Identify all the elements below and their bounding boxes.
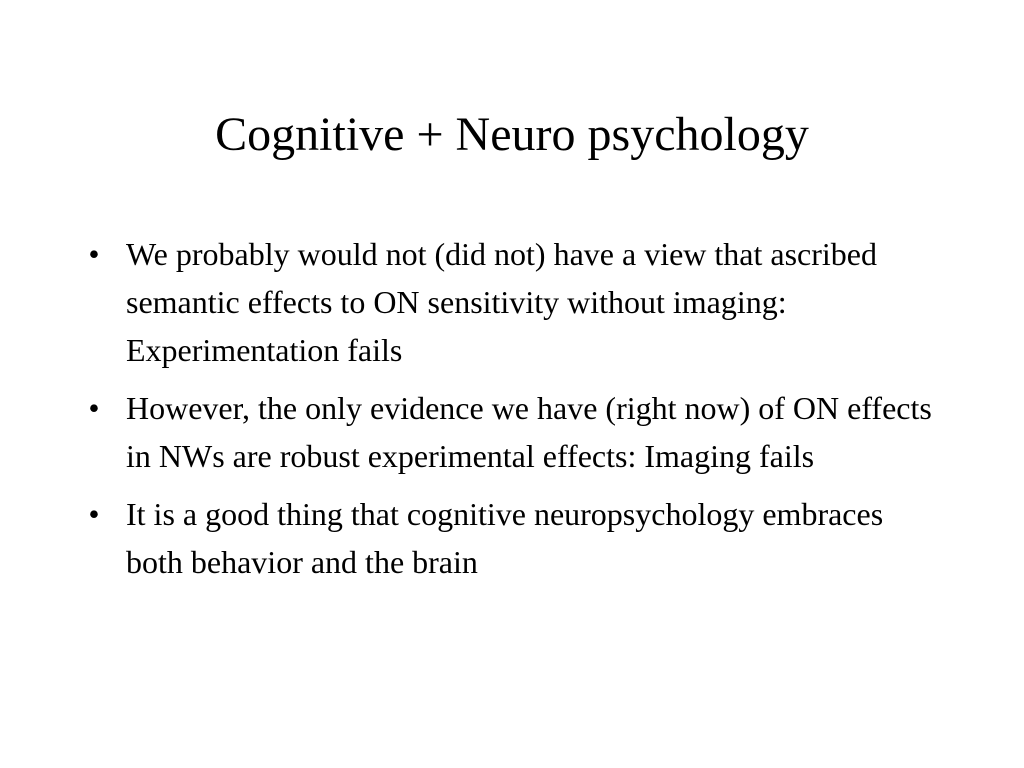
bullet-dot-icon: • [88,236,100,272]
bullet-text: We probably would not (did not) have a view that ascribed semantic effects to ON sensitivity without imaging: Experimentation fails [126,236,877,368]
bullet-text: It is a good thing that cognitive neuropsychology embraces both behavior and the brain [126,496,884,580]
slide-title: Cognitive + Neuro psychology [215,108,809,161]
bullet-item [84,230,944,374]
bullet-dot-icon: • [88,496,100,532]
bullet-dot-icon: • [88,390,100,426]
bullet-text: However, the only evidence we have (right now) of ON effects in NWs are robust experimental effects: Imaging fails [126,390,932,474]
bullet-list [84,230,944,596]
bullet-item [84,490,944,586]
bullet-item [84,384,944,480]
